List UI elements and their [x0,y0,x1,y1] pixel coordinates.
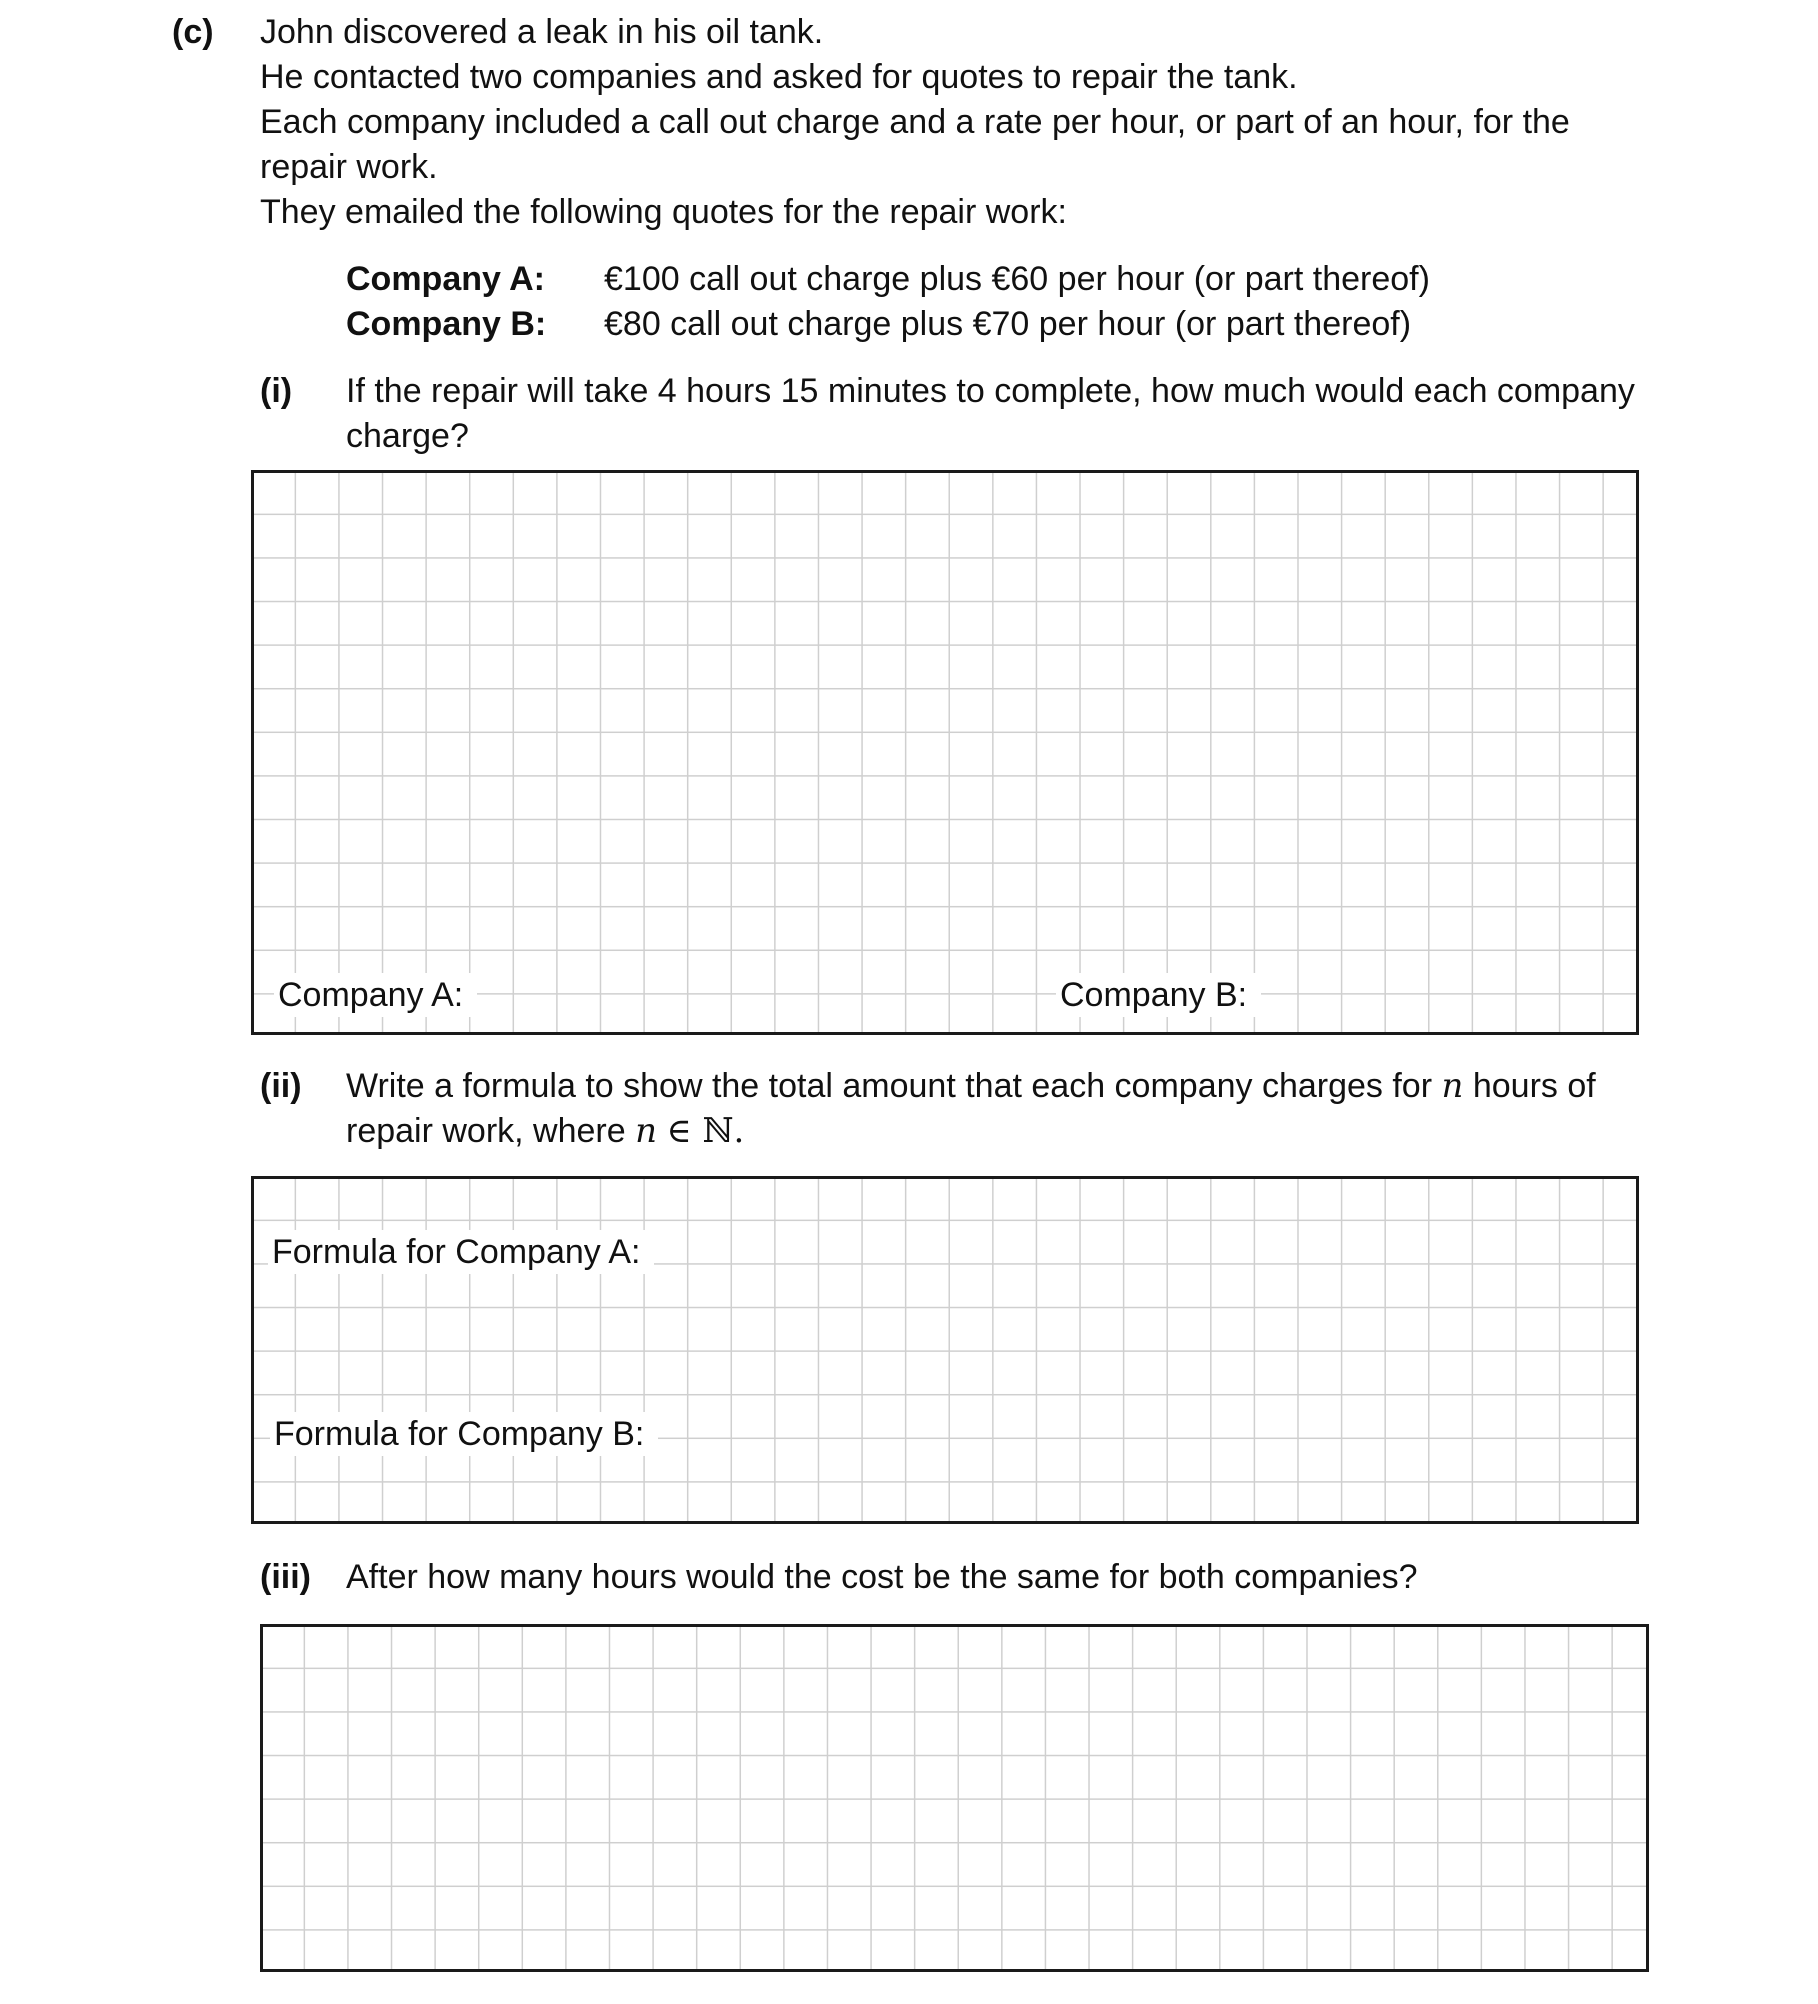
company-b-answer-label: Company B: [1056,973,1261,1017]
natural-numbers-expression: ∈ ℕ. [666,1111,745,1151]
answer-box-i[interactable] [251,470,1639,1035]
question-ii-line-1-before: Write a formula to show the total amount that each company charges for [346,1067,1433,1105]
intro-line-2: He contacted two companies and asked for quotes to repair the tank. [260,58,1298,96]
intro-line-3: Each company included a call out charge and a rate per hour, or part of an hour, for the [260,103,1570,141]
variable-n-2: n [635,1111,658,1151]
quote-company-a-label: Company A: [346,260,545,298]
quote-company-b-text: €80 call out charge plus €70 per hour (or part thereof) [604,305,1412,343]
intro-line-5: They emailed the following quotes for the repair work: [260,193,1067,231]
formula-company-a-label: Formula for Company A: [268,1230,654,1274]
intro-line-4: repair work. [260,148,438,186]
question-ii-line-1-after: hours of [1472,1067,1596,1105]
question-ii-line-1 [346,1064,1596,1108]
variable-n: n [1441,1066,1464,1106]
answer-box-ii[interactable] [251,1176,1639,1524]
part-label: (c) [172,13,214,51]
question-i-line-1: If the repair will take 4 hours 15 minutes to complete, how much would each company [346,372,1635,410]
question-i-label: (i) [260,372,293,410]
question-i-line-2: charge? [346,417,469,455]
question-ii-line-2-before: repair work, where [346,1112,626,1150]
formula-company-b-label: Formula for Company B: [270,1412,658,1456]
question-ii-line-2 [346,1109,744,1153]
question-ii-label: (ii) [260,1067,302,1105]
quote-company-a-text: €100 call out charge plus €60 per hour (or part thereof) [604,260,1430,298]
question-iii-label: (iii) [260,1558,311,1596]
question-iii-text: After how many hours would the cost be the same for both companies? [346,1558,1418,1596]
company-a-answer-label: Company A: [274,973,477,1017]
intro-line-1: John discovered a leak in his oil tank. [260,13,824,51]
answer-box-iii[interactable] [260,1624,1649,1972]
quote-company-b-label: Company B: [346,305,547,343]
